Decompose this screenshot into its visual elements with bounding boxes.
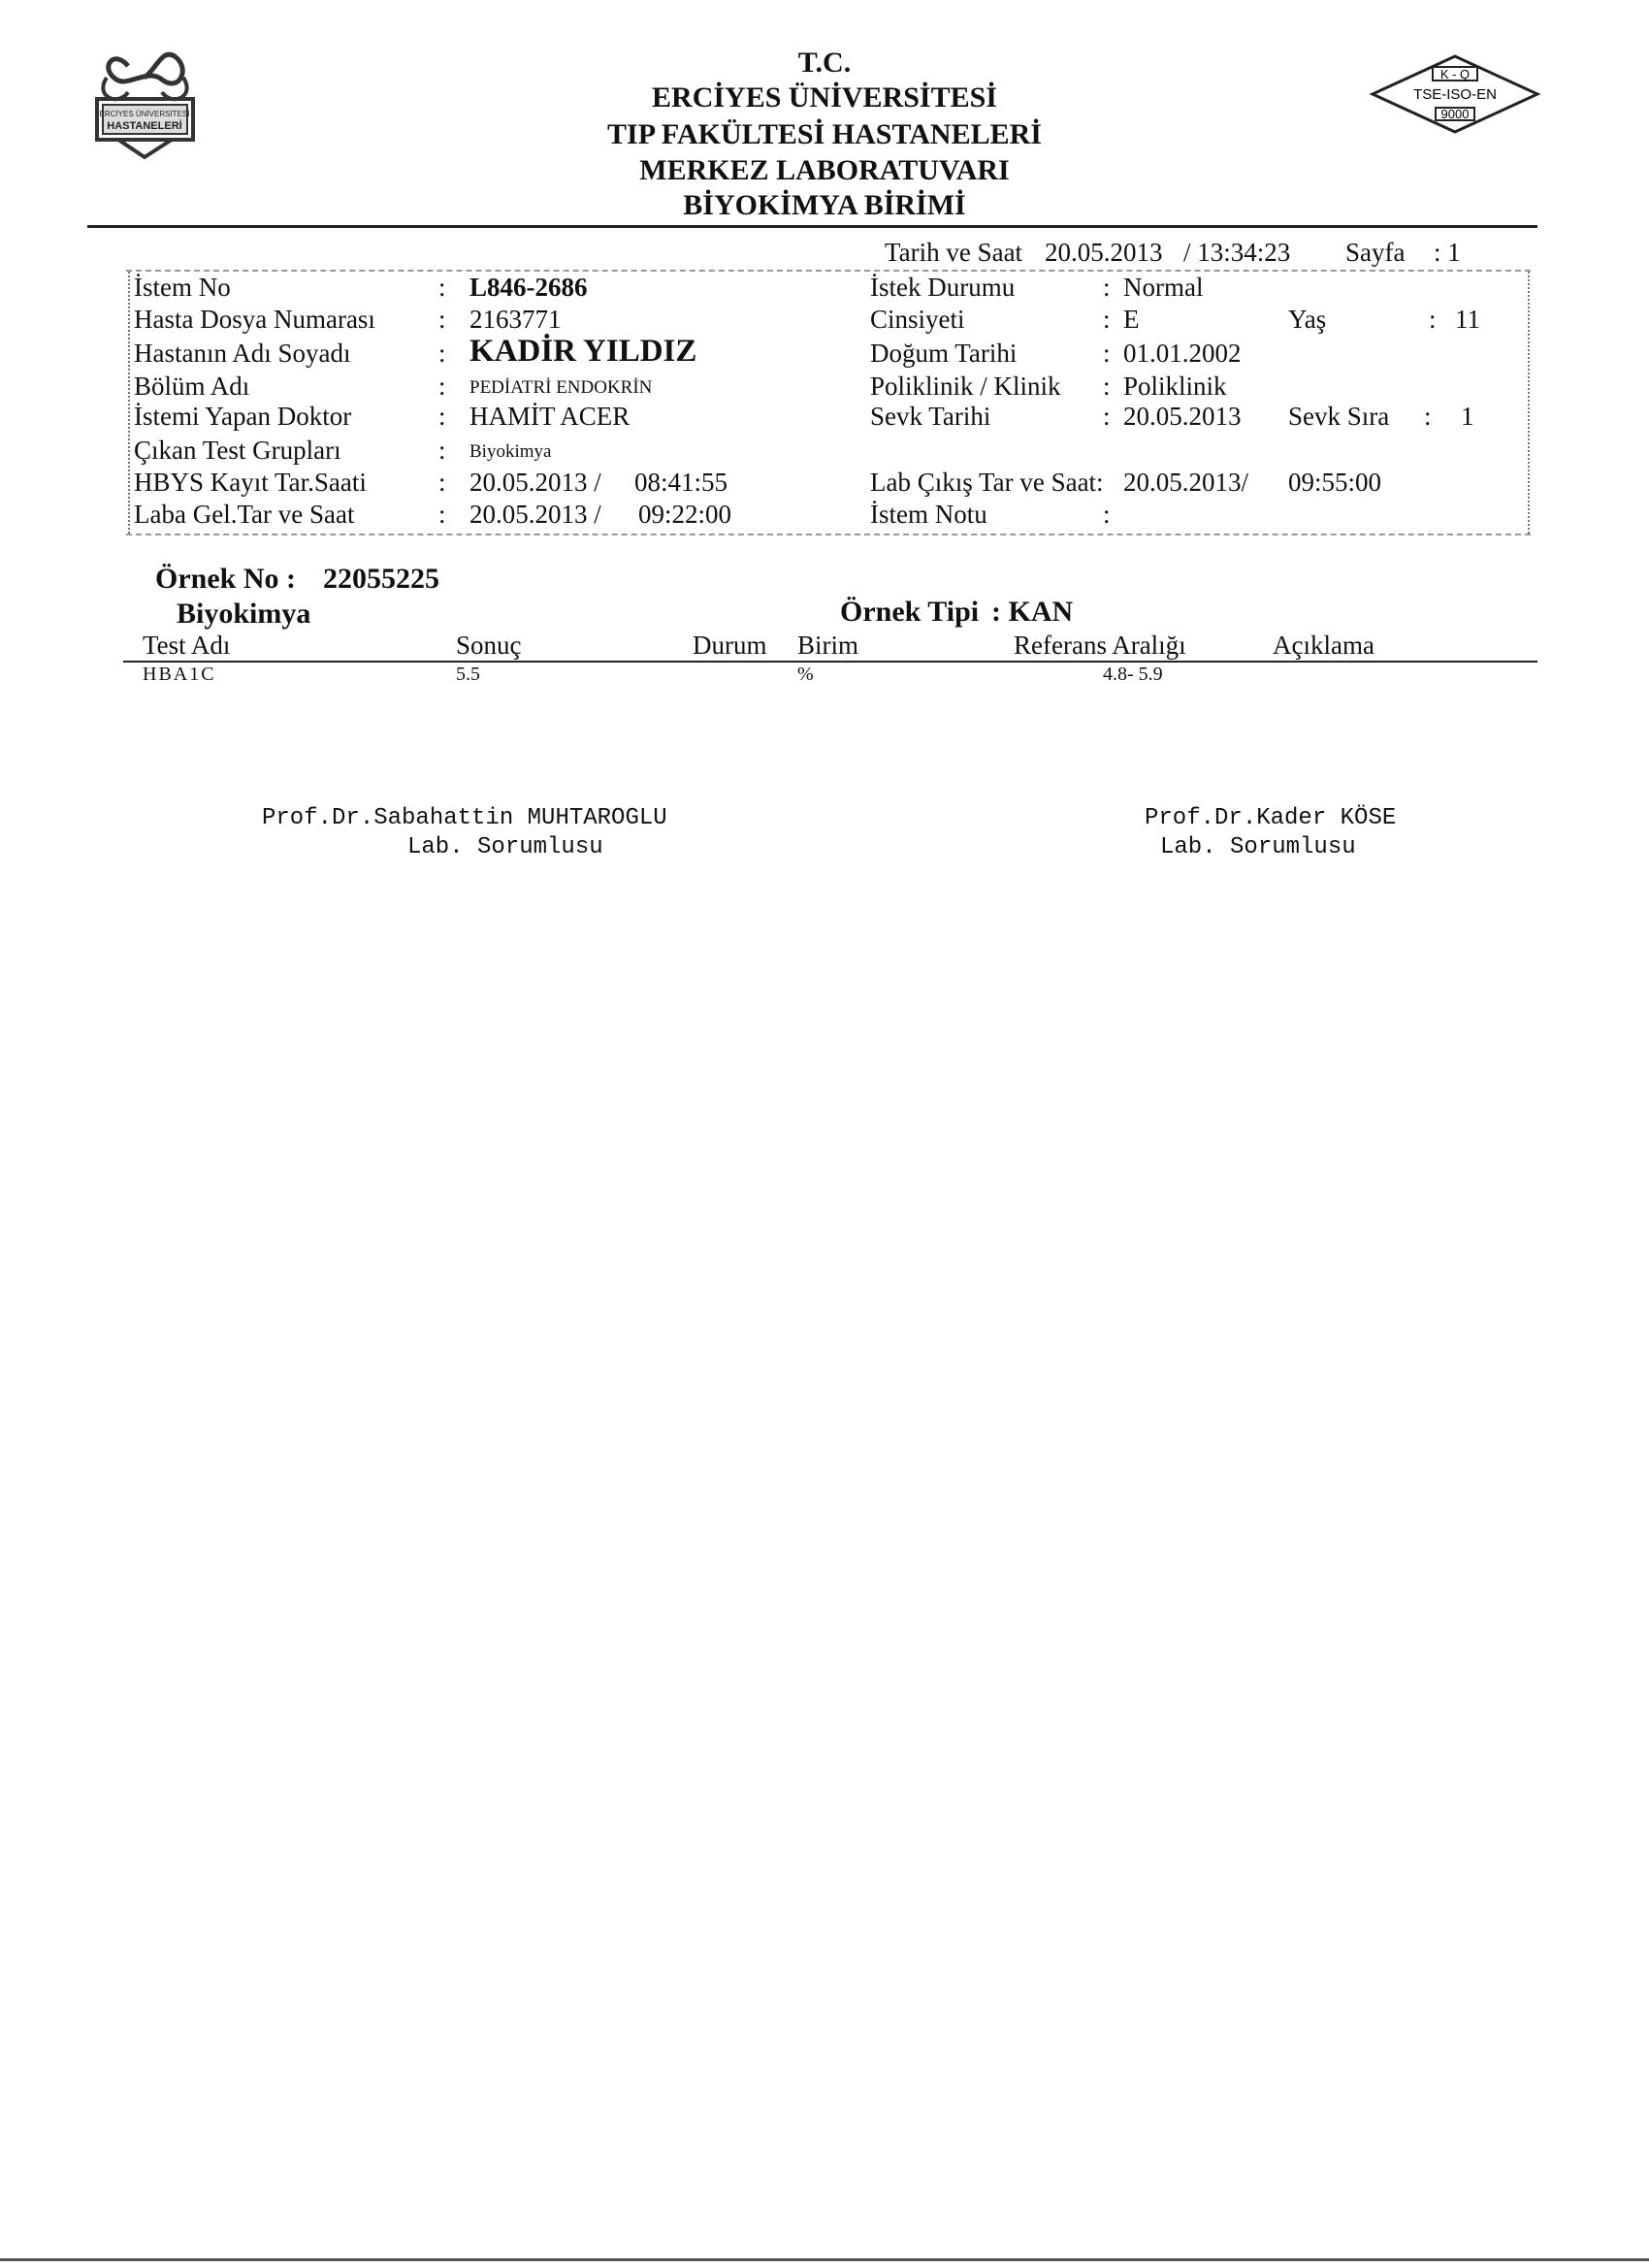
scan-bottom-edge	[0, 2258, 1649, 2261]
page-value: : 1	[1434, 238, 1461, 267]
value-dogum-tarihi: 01.01.2002	[1123, 339, 1242, 368]
info-box-top	[126, 270, 1531, 272]
sep: :	[1103, 500, 1111, 529]
report-date: 20.05.2013	[1045, 238, 1163, 267]
sep: :	[438, 372, 446, 401]
info-box-bottom	[126, 534, 1531, 535]
row-unit: %	[797, 664, 814, 685]
page-label: Sayfa	[1345, 238, 1406, 267]
value-sevk-sira: 1	[1461, 402, 1474, 431]
label-poliklinik: Poliklinik / Klinik	[870, 372, 1061, 401]
col-durum: Durum	[693, 631, 767, 660]
label-laba-gel: Laba Gel.Tar ve Saat	[134, 500, 355, 529]
label-hbys: HBYS Kayıt Tar.Saati	[134, 468, 367, 497]
value-dosya-no: 2163771	[469, 305, 562, 334]
label-dosya-no: Hasta Dosya Numarası	[134, 305, 375, 334]
sample-type-value: : KAN	[991, 596, 1074, 628]
label-istem-no: İstem No	[134, 273, 231, 302]
label-test-gruplari: Çıkan Test Grupları	[134, 436, 341, 465]
value-lab-cikis-date: 20.05.2013/	[1123, 468, 1249, 497]
svg-text:HASTANELERİ: HASTANELERİ	[107, 120, 182, 132]
label-yas: Yaş	[1288, 305, 1327, 334]
badge-line1: K - Q	[1439, 67, 1471, 81]
value-poliklinik: Poliklinik	[1123, 372, 1227, 401]
badge-line3: 9000	[1440, 107, 1470, 121]
sep: :	[438, 339, 446, 368]
label-sevk-tarihi: Sevk Tarihi	[870, 402, 991, 431]
svg-text:ERCİYES ÜNİVERSİTESİ: ERCİYES ÜNİVERSİTESİ	[99, 110, 190, 118]
value-laba-gel-date: 20.05.2013 /	[469, 500, 601, 529]
sep: :	[1103, 305, 1111, 334]
col-referans: Referans Aralığı	[1014, 631, 1186, 660]
label-istem-notu: İstem Notu	[870, 500, 987, 529]
value-istek-durumu: Normal	[1123, 273, 1204, 302]
value-hbys-date: 20.05.2013 /	[469, 468, 601, 497]
label-hasta-adi: Hastanın Adı Soyadı	[134, 339, 351, 368]
header-faculty: TIP FAKÜLTESİ HASTANELERİ	[607, 118, 1042, 150]
value-istem-no: L846-2686	[469, 273, 588, 302]
sample-type-label: Örnek Tipi	[840, 596, 980, 628]
signature-1-title: Lab. Sorumlusu	[407, 834, 603, 860]
value-doktor: HAMİT ACER	[469, 402, 630, 431]
header-unit: BİYOKİMYA BİRİMİ	[683, 189, 966, 221]
report-time: / 13:34:23	[1183, 238, 1291, 267]
signature-1-name: Prof.Dr.Sabahattin MUHTAROGLU	[262, 805, 667, 831]
value-laba-gel-time: 09:22:00	[638, 500, 732, 529]
label-istek-durumu: İstek Durumu	[870, 273, 1016, 302]
sample-no-label: Örnek No :	[155, 563, 296, 595]
sep: :	[438, 500, 446, 529]
sep: :	[1103, 273, 1111, 302]
col-aciklama: Açıklama	[1273, 631, 1374, 660]
sep: :	[1424, 402, 1432, 431]
label-cinsiyeti: Cinsiyeti	[870, 305, 965, 334]
col-sonuc: Sonuç	[456, 631, 522, 660]
header-rule	[87, 225, 1537, 228]
col-birim: Birim	[797, 631, 859, 660]
label-doktor: İstemi Yapan Doktor	[134, 402, 352, 431]
value-yas: 11	[1455, 305, 1480, 334]
row-ref: 4.8- 5.9	[1103, 664, 1163, 685]
col-test-adi: Test Adı	[143, 631, 231, 660]
results-header-rule	[123, 661, 1537, 663]
sep: :	[438, 468, 446, 497]
badge-line2: TSE-ISO-EN	[1413, 86, 1497, 103]
value-hasta-adi: KADİR YILDIZ	[469, 334, 697, 369]
sample-no-value: 22055225	[323, 563, 439, 595]
sample-group: Biyokimya	[177, 598, 311, 630]
label-sevk-sira: Sevk Sıra	[1288, 402, 1390, 431]
info-box-right	[1528, 272, 1530, 534]
header-tc: T.C.	[797, 47, 852, 79]
row-test: HBA1C	[143, 664, 216, 685]
header-university: ERCİYES ÜNİVERSİTESİ	[652, 81, 997, 113]
info-box-left	[128, 272, 130, 534]
sep: :	[1103, 339, 1111, 368]
header-lab: MERKEZ LABORATUVARI	[639, 154, 1010, 186]
sep: :	[1429, 305, 1437, 334]
value-test-gruplari: Biyokimya	[469, 441, 552, 462]
sep: :	[1103, 402, 1111, 431]
signature-2-title: Lab. Sorumlusu	[1160, 834, 1356, 860]
sep: :	[438, 436, 446, 465]
sep: :	[438, 305, 446, 334]
sep: :	[1103, 372, 1111, 401]
label-dogum-tarihi: Doğum Tarihi	[870, 339, 1018, 368]
sep: :	[438, 273, 446, 302]
value-lab-cikis-time: 09:55:00	[1288, 468, 1382, 497]
value-sevk-tarihi: 20.05.2013	[1123, 402, 1242, 431]
value-cinsiyeti: E	[1123, 305, 1140, 334]
sep: :	[438, 402, 446, 431]
row-result: 5.5	[456, 664, 480, 685]
value-bolum: PEDİATRİ ENDOKRİN	[469, 377, 653, 398]
signature-2-name: Prof.Dr.Kader KÖSE	[1145, 805, 1397, 831]
label-bolum: Bölüm Adı	[134, 372, 250, 401]
value-hbys-time: 08:41:55	[634, 468, 728, 497]
date-time-label: Tarih ve Saat	[885, 238, 1023, 267]
label-lab-cikis: Lab Çıkış Tar ve Saat:	[870, 468, 1104, 497]
